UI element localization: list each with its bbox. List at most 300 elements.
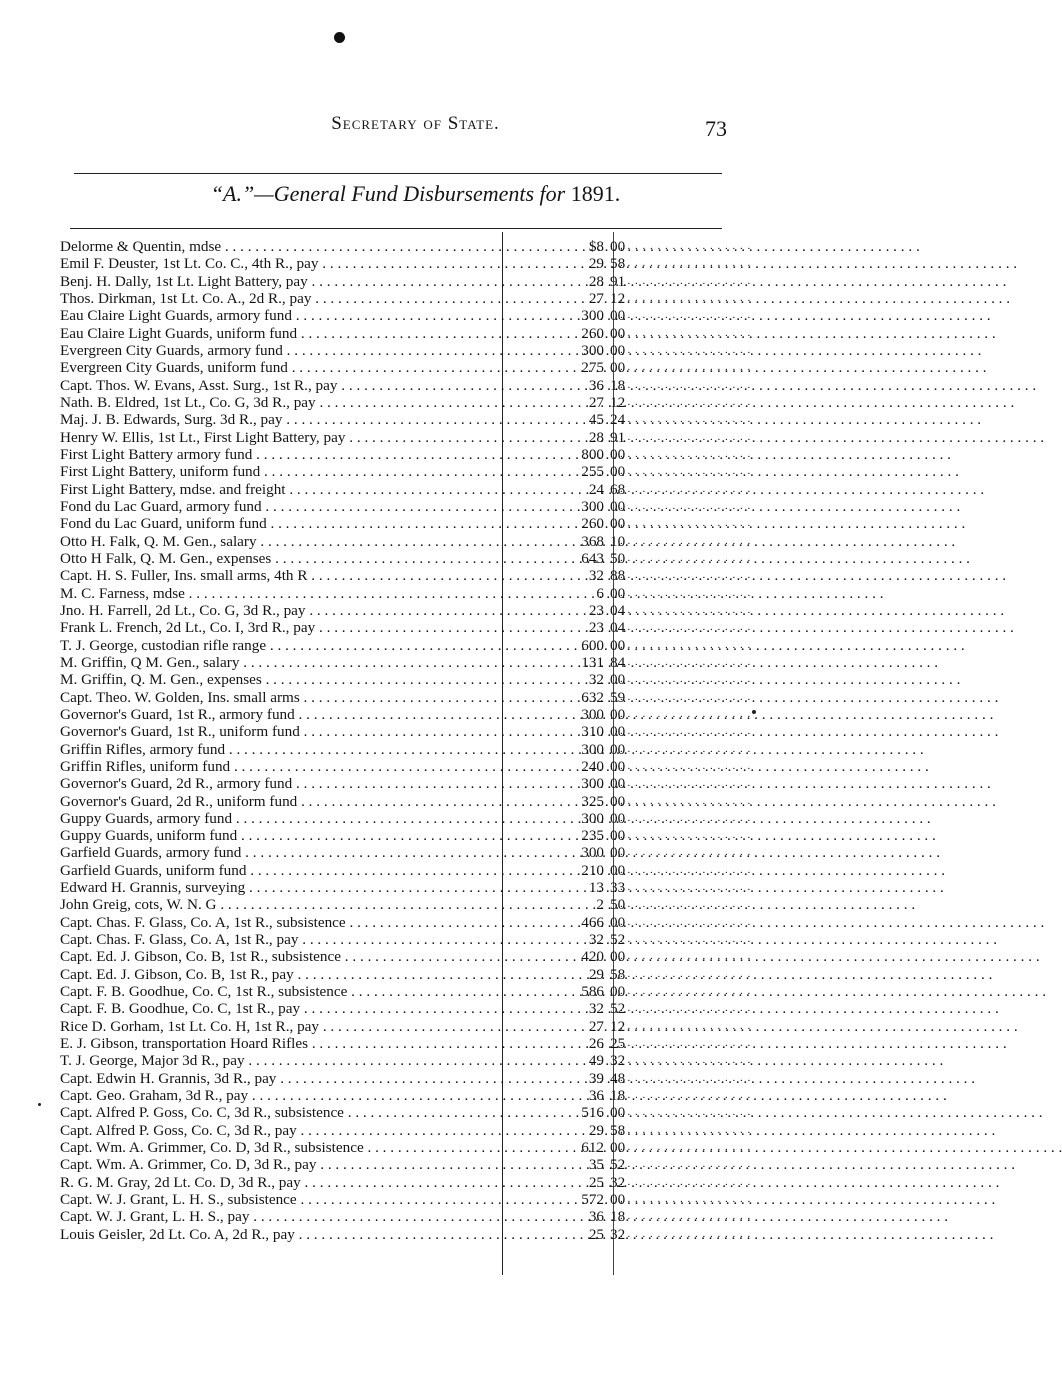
amount-dollars: 420 (581, 948, 604, 966)
amount-dollars: 36 (588, 1208, 604, 1226)
amount-cents: 00 (610, 983, 626, 1001)
amount-cents: 00 (610, 1104, 626, 1122)
amount-cents: 00 (610, 515, 626, 533)
payee-description: Rice D. Gorham, 1st Lt. Co. H, 1st R., pay . . . (60, 1018, 500, 1035)
ledger-row (60, 740, 752, 758)
amount-cents: 00 (610, 359, 626, 377)
amount-dollars: 29 (588, 965, 604, 983)
amount-dollars: 275 (581, 359, 604, 377)
amount-dollars: 300 (581, 497, 604, 515)
amount-cents: 04 (610, 601, 626, 619)
dot-leader: . . . . . . . . . . . . . . . . . . (620, 1089, 752, 1102)
payee-description: Capt. Wm. A. Grimmer, Co. D, 3d R., pay . . . (60, 1156, 500, 1173)
dot-leader: . . . . . . . . . . . . . . . . . . (620, 413, 752, 426)
dot-leader: . . . . . . . . . . . . . . . . . . (620, 673, 752, 686)
amount-dollars: 300 (581, 740, 604, 758)
dot-leader: . . . . . . . . . . . . . . . . . . (620, 725, 752, 738)
amount-dollars: 36 (588, 1087, 604, 1105)
dot-leader: . . . . . . . . . . . . . . . . . . (620, 430, 752, 443)
amount-dollars: 643 (581, 549, 604, 567)
ledger-row (60, 792, 752, 810)
title-rule-bottom (70, 228, 722, 229)
amount-cents: 00 (610, 792, 626, 810)
page-number: 73 (705, 116, 727, 141)
payee-description: Garfield Guards, armory fund . . . (60, 844, 500, 861)
dot-leader: . . . . . . . . . . . . . . . . . . (620, 378, 752, 391)
amount-cents: 32 (610, 1225, 626, 1243)
payee-description: Governor's Guard, 2d R., armory fund . . . (60, 775, 500, 792)
amount-cents: 50 (610, 896, 626, 914)
amount-cents: 00 (610, 757, 626, 775)
amount-cents: 52 (610, 931, 626, 949)
payee-description: Capt. Alfred P. Goss, Co. C, 3d R., pay . . . (60, 1122, 500, 1139)
amount-cents: 00 (610, 307, 626, 325)
payee-description: John Greig, cots, W. N. G . . . (60, 896, 500, 913)
payee-description: Louis Geisler, 2d Lt. Co. A, 2d R., pay . . . (60, 1226, 500, 1243)
payee-description: Capt. W. J. Grant, L. H. S., pay . . . (60, 1208, 500, 1225)
payee-description: Henry W. Ellis, 1st Lt., First Light Battery, pay . . . (60, 429, 500, 446)
dot-leader: . . . . . . . . . . . . . . . . . . (620, 309, 752, 322)
dot-leader: . . . . . . . . . . . . . . . . . . (620, 586, 752, 599)
ledger-row (60, 1191, 752, 1209)
payee-description: Evergreen City Guards, armory fund . . . (60, 342, 500, 359)
dot-leader: . . . . . . . . . . . . . . . . . . (620, 863, 752, 876)
amount-cents: 52 (610, 1156, 626, 1174)
dot-leader: . . . . . . . . . . . . . . . . . . (620, 985, 752, 998)
ledger-row (60, 411, 752, 429)
amount-cents: 00 (610, 324, 626, 342)
amount-cents: 04 (610, 619, 626, 637)
amount-cents: 12 (610, 393, 626, 411)
ledger-row (60, 931, 752, 949)
ledger-row (60, 1225, 752, 1243)
dot-leader: . . . . . . . . . . . . . . . . . . (620, 1071, 752, 1084)
dot-leader: . . . . . . . . . . . . . . . . . . (620, 274, 752, 287)
amount-cents: 10 (610, 532, 626, 550)
amount-dollars: 235 (581, 827, 604, 845)
ledger-row (60, 879, 752, 897)
ledger-row (60, 653, 752, 671)
payee-description: Capt. F. B. Goodhue, Co. C, 1st R., subsistence . . . (60, 983, 500, 1000)
payee-description: Thos. Dirkman, 1st Lt. Co. A., 2d R., pay . . . (60, 290, 500, 307)
ledger-row (60, 1035, 752, 1053)
amount-dollars: 26 (588, 1035, 604, 1053)
ledger-row (60, 861, 752, 879)
amount-dollars: 210 (581, 861, 604, 879)
payee-description: E. J. Gibson, transportation Hoard Rifles . . . (60, 1035, 500, 1052)
amount-dollars: 28 (588, 272, 604, 290)
amount-dollars: 300 (581, 775, 604, 793)
payee-description: Capt. W. J. Grant, L. H. S., subsistence . . . (60, 1191, 500, 1208)
title-rule-top (74, 173, 722, 174)
ledger-row (60, 671, 752, 689)
amount-cents: 25 (610, 1035, 626, 1053)
payee-description: M. Griffin, Q. M. Gen., expenses . . . (60, 671, 500, 688)
amount-dollars: 300 (581, 844, 604, 862)
dot-leader: . . . . . . . . . . . . . . . . . . (620, 638, 752, 651)
dot-leader: . . . . . . . . . . . . . . . . . . (620, 794, 752, 807)
section-title-year: 1891. (570, 181, 621, 206)
amount-cents: 91 (610, 428, 626, 446)
payee-description: Otto H Falk, Q. M. Gen., expenses . . . (60, 550, 500, 567)
amount-cents: 50 (610, 549, 626, 567)
payee-description: Capt. Chas. F. Glass, Co. A, 1st R., subsistence . . . (60, 914, 500, 931)
amount-dollars: 24 (588, 480, 604, 498)
amount-dollars: 632 (581, 688, 604, 706)
amount-cents: 00 (610, 809, 626, 827)
payee-description: Capt. H. S. Fuller, Ins. small arms, 4th R . . . (60, 567, 500, 584)
amount-dollars: 27 (588, 289, 604, 307)
ledger-row (60, 1208, 752, 1226)
payee-description: Governor's Guard, 2d R., uniform fund . . . (60, 793, 500, 810)
payee-description: Fond du Lac Guard, uniform fund . . . (60, 515, 500, 532)
payee-description: Otto H. Falk, Q. M. Gen., salary . . . (60, 533, 500, 550)
amount-cents: 00 (610, 636, 626, 654)
ledger-row (60, 844, 752, 862)
amount-dollars: 45 (588, 411, 604, 429)
payee-description: T. J. George, custodian rifle range . . . (60, 637, 500, 654)
amount-dollars: 29 (588, 1121, 604, 1139)
amount-cents: 00 (610, 705, 626, 723)
amount-dollars: 255 (581, 463, 604, 481)
amount-cents: 00 (610, 913, 626, 931)
ledger-row (60, 584, 752, 602)
ledger-row (60, 983, 752, 1001)
amount-dollars: 23 (588, 601, 604, 619)
amount-dollars: 32 (588, 567, 604, 585)
dot-leader: . . . . . . . . . . . . . . . . . . (620, 1227, 752, 1240)
amount-dollars: 32 (588, 931, 604, 949)
dot-leader: . . . . . . . . . . . . . . . . . . (620, 655, 752, 668)
ink-speck (38, 1103, 41, 1106)
amount-cents: 00 (610, 775, 626, 793)
amount-cents: 00 (610, 1191, 626, 1209)
payee-description: Capt. Alfred P. Goss, Co. C, 3d R., subsistence . . . (60, 1104, 500, 1121)
payee-description: Governor's Guard, 1st R., uniform fund . . . (60, 723, 500, 740)
amount-dollars: 25 (588, 1225, 604, 1243)
amount-dollars: 49 (588, 1052, 604, 1070)
ledger-row (60, 896, 752, 914)
dot-leader: . . . . . . . . . . . . . . . . . . (620, 343, 752, 356)
dot-leader: . . . . . . . . . . . . . . . . . . (620, 881, 752, 894)
dot-leader: . . . . . . . . . . . . . . . . . . (620, 569, 752, 582)
payee-description: Delorme & Quentin, mdse . . . (60, 238, 500, 255)
payee-description: First Light Battery, mdse. and freight . . . (60, 481, 500, 498)
dot-leader: . . . . . . . . . . . . . . . . . . (620, 395, 752, 408)
dot-leader: . . . . . . . . . . . . . . . . . . (620, 759, 752, 772)
dot-leader: . . . . . . . . . . . . . . . . . . (620, 811, 752, 824)
payee-description: Jno. H. Farrell, 2d Lt., Co. G, 3d R., pay . . . (60, 602, 500, 619)
amount-dollars: 466 (581, 913, 604, 931)
ledger-row (60, 359, 752, 377)
payee-description: Benj. H. Dally, 1st Lt. Light Battery, pay . . . (60, 273, 500, 290)
payee-description: Capt. Ed. J. Gibson, Co. B, 1st R., subsistence . . . (60, 948, 500, 965)
payee-description: Capt. Thos. W. Evans, Asst. Surg., 1st R., pay . . . (60, 377, 500, 394)
payee-description: Maj. J. B. Edwards, Surg. 3d R., pay . . . (60, 411, 500, 428)
dot-leader: . . . . . . . . . . . . . . . . . . (620, 1193, 752, 1206)
payee-description: Capt. Geo. Graham, 3d R., pay . . . (60, 1087, 500, 1104)
dot-leader: . . . . . . . . . . . . . . . . . . (620, 257, 752, 270)
dot-leader: . . . . . . . . . . . . . . . . . . (620, 482, 752, 495)
amount-dollars: 28 (588, 428, 604, 446)
ledger-row (60, 549, 752, 567)
amount-cents: 68 (610, 480, 626, 498)
payee-description: Griffin Rifles, uniform fund . . . (60, 758, 500, 775)
section-title (0, 181, 831, 207)
amount-dollars: 27 (588, 1017, 604, 1035)
amount-dollars: 39 (588, 1069, 604, 1087)
amount-cents: 58 (610, 1121, 626, 1139)
dot-leader: . . . . . . . . . . . . . . . . . . (620, 707, 752, 720)
amount-dollars: 300 (581, 341, 604, 359)
amount-cents: 12 (610, 1017, 626, 1035)
ledger-row (60, 636, 752, 654)
amount-dollars: 36 (588, 376, 604, 394)
ledger-row (60, 1069, 752, 1087)
dot-leader: . . . . . . . . . . . . . . . . . . (620, 465, 752, 478)
amount-cents: 00 (610, 463, 626, 481)
payee-description: Eau Claire Light Guards, armory fund . . . (60, 307, 500, 324)
payee-description: Fond du Lac Guard, armory fund . . . (60, 498, 500, 515)
ledger-row (60, 307, 752, 325)
dot-leader: . . . . . . . . . . . . . . . . . . (620, 1002, 752, 1015)
dot-leader: . . . . . . . . . . . . . . . . . . (620, 621, 752, 634)
amount-cents: 88 (610, 567, 626, 585)
amount-dollars: 260 (581, 324, 604, 342)
ledger-row (60, 428, 752, 446)
amount-dollars: 13 (588, 879, 604, 897)
amount-cents: 18 (610, 376, 626, 394)
ledger-row (60, 775, 752, 793)
payee-description: Nath. B. Eldred, 1st Lt., Co. G, 3d R., pay . . . (60, 394, 500, 411)
dot-leader: . . . . . . . . . . . . . . . . . . (620, 1054, 752, 1067)
amount-dollars: 23 (588, 619, 604, 637)
ledger-row (60, 480, 752, 498)
running-header: Secretary of State. (331, 113, 500, 134)
amount-cents: 24 (610, 411, 626, 429)
amount-dollars: 516 (581, 1104, 604, 1122)
payee-description: Governor's Guard, 1st R., armory fund . . . (60, 706, 500, 723)
payee-description: Evergreen City Guards, uniform fund . . . (60, 359, 500, 376)
amount-dollars: 300 (581, 809, 604, 827)
payee-description: First Light Battery, uniform fund . . . (60, 463, 500, 480)
amount-dollars: 600 (581, 636, 604, 654)
amount-cents: 48 (610, 1069, 626, 1087)
amount-cents: 32 (610, 1052, 626, 1070)
dot-leader: . . . . . . . . . . . . . . . . . . (620, 1210, 752, 1223)
dot-leader: . . . . . . . . . . . . . . . . . . (620, 447, 752, 460)
dot-leader: . . . . . . . . . . . . . . . . . . (620, 551, 752, 564)
amount-dollars: 32 (588, 1000, 604, 1018)
ledger-row (60, 324, 752, 342)
payee-description: Garfield Guards, uniform fund . . . (60, 862, 500, 879)
payee-description: Capt. Chas. F. Glass, Co. A, 1st R., pay . . . (60, 931, 500, 948)
amount-cents: 33 (610, 879, 626, 897)
amount-cents: 18 (610, 1208, 626, 1226)
amount-dollars: 2 (596, 896, 604, 914)
payee-description: Capt. Wm. A. Grimmer, Co. D, 3d R., subsistence . . . (60, 1139, 500, 1156)
payee-description: Guppy Guards, armory fund . . . (60, 810, 500, 827)
ledger-row (60, 948, 752, 966)
ledger-row (60, 965, 752, 983)
payee-description: Griffin Rifles, armory fund . . . (60, 741, 500, 758)
amount-cents: 18 (610, 1087, 626, 1105)
dot-leader: . . . . . . . . . . . . . . . . . . (620, 1037, 752, 1050)
amount-cents: 00 (610, 827, 626, 845)
dot-leader: . . . . . . . . . . . . . . . . . . (620, 603, 752, 616)
payee-description: Frank L. French, 2d Lt., Co. I, 3rd R., pay . . . (60, 619, 500, 636)
ledger-row (60, 1087, 752, 1105)
dot-leader: . . . . . . . . . . . . . . . . . . (620, 690, 752, 703)
ledger-row (60, 1173, 752, 1191)
amount-dollars: 131 (581, 653, 604, 671)
amount-dollars: 25 (588, 1173, 604, 1191)
ledger-row (60, 376, 752, 394)
amount-dollars: 612 (581, 1139, 604, 1157)
ledger-row (60, 567, 752, 585)
dot-leader: . . . . . . . . . . . . . . . . . . (620, 742, 752, 755)
dot-leader: . . . . . . . . . . . . . . . . . . (620, 326, 752, 339)
dot-leader: . . . . . . . . . . . . . . . . . . (620, 291, 752, 304)
ledger-row (60, 463, 752, 481)
amount-dollars: 35 (588, 1156, 604, 1174)
dot-leader: . . . . . . . . . . . . . . . . . . (620, 499, 752, 512)
dot-leader: . . . . . . . . . . . . . . . . . . (620, 361, 752, 374)
ledger-row (60, 913, 752, 931)
dot-leader: . . . . . . . . . . . . . . . . . . (620, 846, 752, 859)
amount-dollars: $8 (588, 238, 604, 255)
ledger-row (60, 619, 752, 637)
payee-description: Capt. Edwin H. Grannis, 3d R., pay . . . (60, 1070, 500, 1087)
payee-description: Capt. Ed. J. Gibson, Co. B, 1st R., pay . . . (60, 966, 500, 983)
disbursement-ledger (60, 238, 752, 1243)
ledger-row (60, 1017, 752, 1035)
amount-cents: 58 (610, 965, 626, 983)
ledger-row (60, 238, 752, 255)
amount-cents: 00 (610, 861, 626, 879)
amount-dollars: 6 (596, 584, 604, 602)
ledger-row (60, 445, 752, 463)
ledger-row (60, 532, 752, 550)
payee-description: Guppy Guards, uniform fund . . . (60, 827, 500, 844)
amount-dollars: 586 (581, 983, 604, 1001)
ledger-row (60, 1139, 752, 1157)
amount-dollars: 27 (588, 393, 604, 411)
amount-cents: 58 (610, 255, 626, 273)
dot-leader: . . . . . . . . . . . . . . . . . . (620, 517, 752, 530)
payee-description: T. J. George, Major 3d R., pay . . . (60, 1052, 500, 1069)
amount-cents: 00 (610, 341, 626, 359)
amount-dollars: 310 (581, 723, 604, 741)
amount-dollars: 368 (581, 532, 604, 550)
ledger-row (60, 757, 752, 775)
amount-cents: 59 (610, 688, 626, 706)
amount-cents: 00 (610, 671, 626, 689)
dot-leader: . . . . . . . . . . . . . . . . . . (620, 898, 752, 911)
dot-leader: . . . . . . . . . . . . . . . . . . (620, 1141, 752, 1154)
dot-leader: . . . . . . . . . . . . . . . . . . (620, 950, 752, 963)
dot-leader: . . . . . . . . . . . . . . . . . . (620, 933, 752, 946)
amount-dollars: 240 (581, 757, 604, 775)
dot-leader: . . . . . . . . . . . . . . . . . . (620, 967, 752, 980)
amount-cents: 91 (610, 272, 626, 290)
ledger-row (60, 393, 752, 411)
ledger-row (60, 1000, 752, 1018)
ledger-row (60, 723, 752, 741)
ledger-row (60, 1156, 752, 1174)
dot-leader: . . . . . . . . . . . . . . . . . . (620, 1106, 752, 1119)
dot-leader: . . . . . . . . . . . . . . . . . . (620, 829, 752, 842)
section-title-text: “A.”—General Fund Disbursements for (210, 181, 566, 206)
ledger-row (60, 688, 752, 706)
ledger-row (60, 705, 752, 723)
payee-description: Emil F. Deuster, 1st Lt. Co. C., 4th R., pay . . . (60, 255, 500, 272)
amount-dollars: 300 (581, 307, 604, 325)
payee-description: R. G. M. Gray, 2d Lt. Co. D, 3d R., pay . . . (60, 1174, 500, 1191)
amount-cents: 00 (610, 740, 626, 758)
amount-cents: 32 (610, 1173, 626, 1191)
amount-dollars: 800 (581, 445, 604, 463)
amount-dollars: 572 (581, 1191, 604, 1209)
ledger-row (60, 289, 752, 307)
amount-cents: 12 (610, 289, 626, 307)
payee-description: M. Griffin, Q M. Gen., salary . . . (60, 654, 500, 671)
dot-leader: . . . . . . . . . . . . . . . . . . (620, 1019, 752, 1032)
amount-cents: 52 (610, 1000, 626, 1018)
dot-leader: . . . . . . . . . . . . . . . . . . (620, 1123, 752, 1136)
amount-cents: 84 (610, 653, 626, 671)
ledger-row (60, 809, 752, 827)
ledger-row (60, 1052, 752, 1070)
amount-dollars: 260 (581, 515, 604, 533)
amount-cents: 00 (610, 238, 626, 255)
ledger-row (60, 827, 752, 845)
amount-dollars: 29 (588, 255, 604, 273)
amount-dollars: 325 (581, 792, 604, 810)
ledger-row (60, 1104, 752, 1122)
amount-cents: 00 (610, 844, 626, 862)
amount-cents: 00 (610, 497, 626, 515)
ink-dot (334, 32, 345, 43)
payee-description: M. C. Farness, mdse . . . (60, 585, 500, 602)
amount-dollars: 32 (588, 671, 604, 689)
payee-description: Capt. F. B. Goodhue, Co. C, 1st R., pay . . . (60, 1000, 500, 1017)
ledger-row (60, 341, 752, 359)
ledger-row (60, 1121, 752, 1139)
ledger-row (60, 272, 752, 290)
dot-leader: . . . . . . . . . . . . . . . . . . (620, 1175, 752, 1188)
amount-cents: 00 (610, 1139, 626, 1157)
dot-leader: . . . . . . . . . . . . . . . . . . (620, 534, 752, 547)
amount-cents: 00 (610, 723, 626, 741)
dot-leader: . . . . . . . . . . . . . . . . . . (620, 777, 752, 790)
ledger-row (60, 497, 752, 515)
ledger-row (60, 255, 752, 273)
payee-description: Capt. Theo. W. Golden, Ins. small arms . . . (60, 689, 500, 706)
payee-description: First Light Battery armory fund . . . (60, 446, 500, 463)
dot-leader: . . . . . . . . . . . . . . . . . . (620, 915, 752, 928)
amount-dollars: 300 (581, 705, 604, 723)
payee-description: Eau Claire Light Guards, uniform fund . . . (60, 325, 500, 342)
ledger-row (60, 601, 752, 619)
payee-description: Edward H. Grannis, surveying . . . (60, 879, 500, 896)
amount-cents: 00 (610, 445, 626, 463)
amount-cents: 00 (610, 584, 626, 602)
amount-cents: 00 (610, 948, 626, 966)
ledger-row (60, 515, 752, 533)
dot-leader: . . . . . . . . . . . . . . . . . . (620, 1158, 752, 1171)
dot-leader: . . . . . . . . . . . . . . . . . . (620, 240, 752, 252)
